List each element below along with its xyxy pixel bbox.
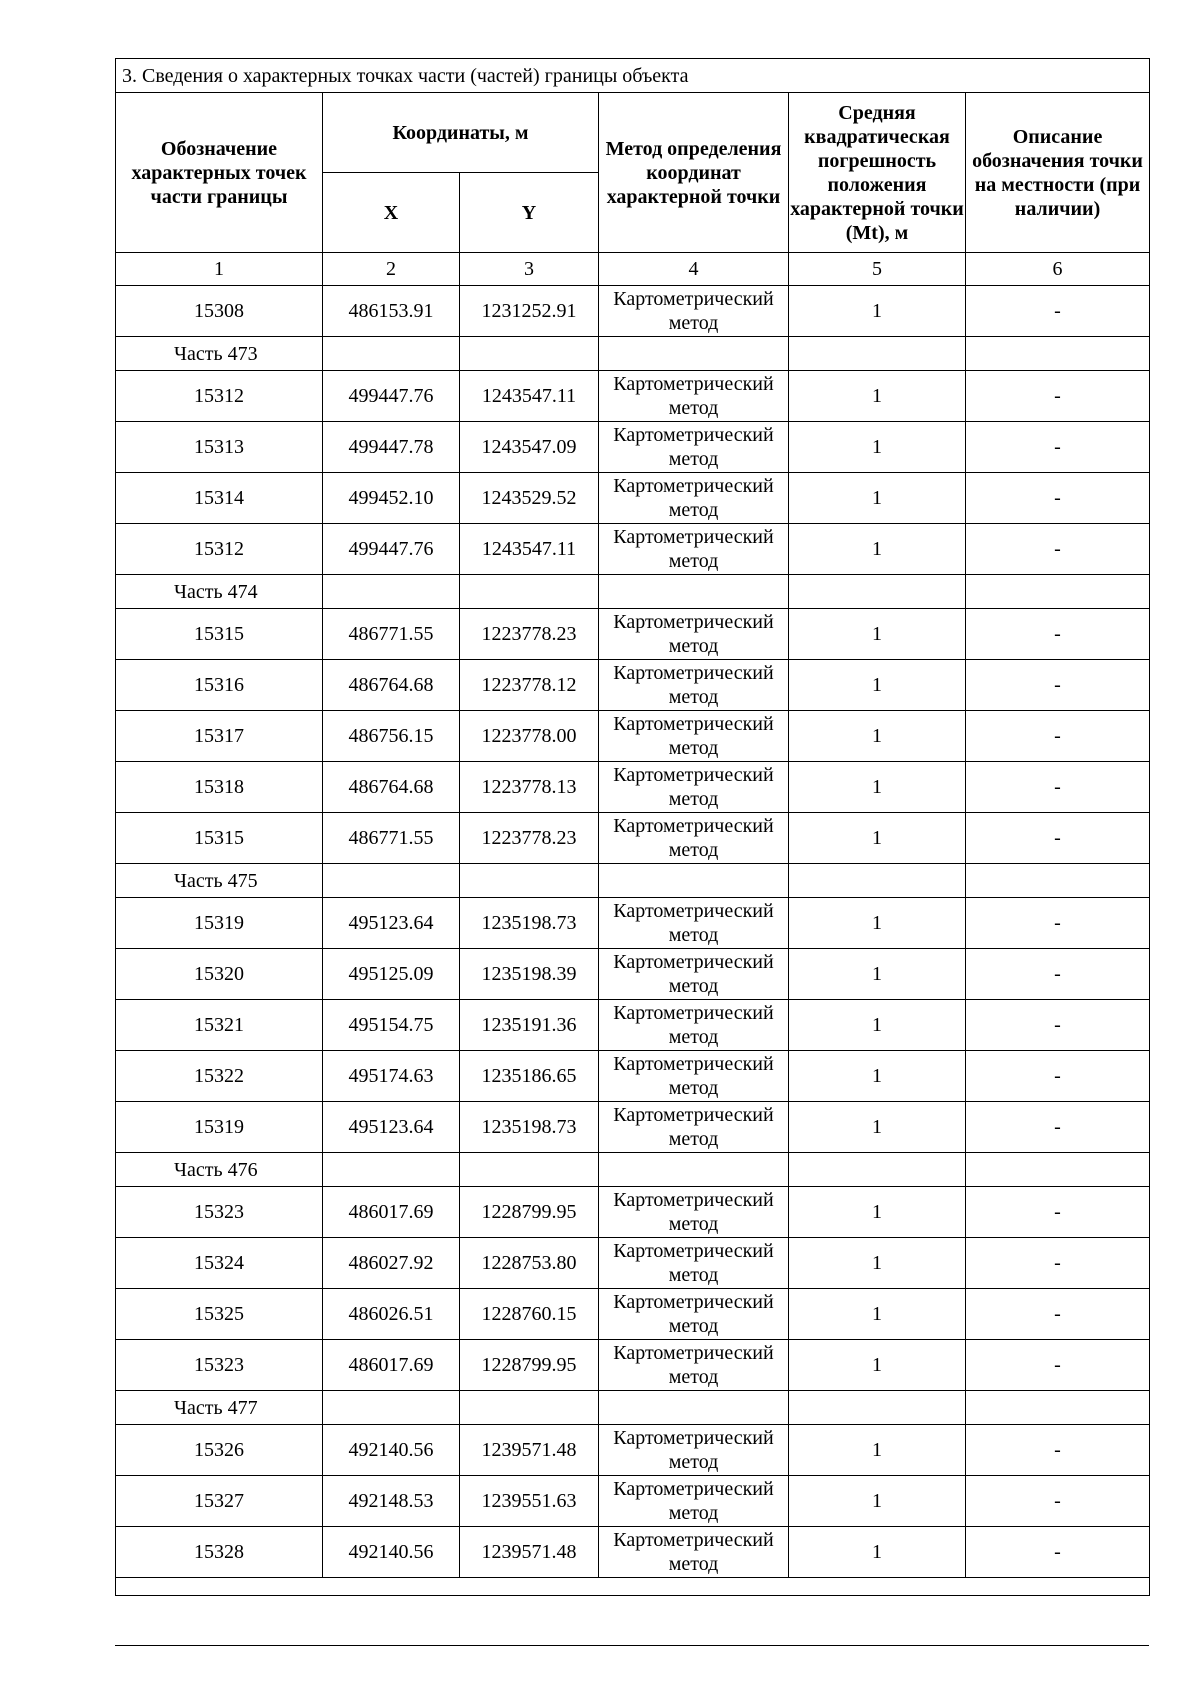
header-number-5: 5 xyxy=(789,253,966,286)
cell-error: 1 xyxy=(789,1102,966,1153)
cell-description: - xyxy=(966,660,1150,711)
cell-x: 486764.68 xyxy=(323,660,460,711)
cell-point-id: 15328 xyxy=(116,1527,323,1578)
empty-cell xyxy=(323,337,460,371)
empty-cell xyxy=(460,1391,599,1425)
table-row xyxy=(116,1527,1150,1578)
cell-x: 486756.15 xyxy=(323,711,460,762)
cell-point-id: 15314 xyxy=(116,473,323,524)
cell-y: 1228753.80 xyxy=(460,1238,599,1289)
cell-point-id: 15325 xyxy=(116,1289,323,1340)
cell-error: 1 xyxy=(789,949,966,1000)
header-number-1: 1 xyxy=(116,253,323,286)
cell-point-id: 15323 xyxy=(116,1340,323,1391)
cell-description: - xyxy=(966,711,1150,762)
cell-x: 492140.56 xyxy=(323,1527,460,1578)
cell-description: - xyxy=(966,1425,1150,1476)
table-row xyxy=(116,1000,1150,1051)
header-number-2: 2 xyxy=(323,253,460,286)
part-label: Часть 476 xyxy=(116,1153,323,1187)
cell-method: Картометрический метод xyxy=(599,286,789,337)
empty-cell xyxy=(460,575,599,609)
empty-cell xyxy=(460,864,599,898)
cell-method: Картометрический метод xyxy=(599,609,789,660)
cell-point-id: 15315 xyxy=(116,813,323,864)
cell-method: Картометрический метод xyxy=(599,1340,789,1391)
cell-error: 1 xyxy=(789,609,966,660)
boundary-points-table xyxy=(115,58,1150,1596)
cell-x: 495123.64 xyxy=(323,1102,460,1153)
cell-error: 1 xyxy=(789,1289,966,1340)
footer-divider xyxy=(115,1645,1149,1646)
table-row xyxy=(116,1102,1150,1153)
cell-point-id: 15319 xyxy=(116,1102,323,1153)
cell-point-id: 15319 xyxy=(116,898,323,949)
table-body xyxy=(116,286,1150,1596)
cell-x: 499447.76 xyxy=(323,524,460,575)
cell-point-id: 15321 xyxy=(116,1000,323,1051)
cell-description: - xyxy=(966,524,1150,575)
cell-point-id: 15327 xyxy=(116,1476,323,1527)
cell-method: Картометрический метод xyxy=(599,422,789,473)
cell-method: Картометрический метод xyxy=(599,660,789,711)
cell-y: 1239571.48 xyxy=(460,1527,599,1578)
cell-point-id: 15315 xyxy=(116,609,323,660)
cell-method: Картометрический метод xyxy=(599,1238,789,1289)
header-number-3: 3 xyxy=(460,253,599,286)
empty-cell xyxy=(460,1153,599,1187)
cell-method: Картометрический метод xyxy=(599,1476,789,1527)
cell-error: 1 xyxy=(789,1527,966,1578)
cell-point-id: 15316 xyxy=(116,660,323,711)
table-row xyxy=(116,813,1150,864)
table-row xyxy=(116,609,1150,660)
cell-description: - xyxy=(966,1051,1150,1102)
header-error: Средняя квадратическая погрешность положения характерной точки (Mt), м xyxy=(789,93,966,253)
table-caption: 3. Сведения о характерных точках части (частей) границы объекта xyxy=(116,59,1150,93)
cell-y: 1243529.52 xyxy=(460,473,599,524)
part-label: Часть 475 xyxy=(116,864,323,898)
cell-y: 1243547.11 xyxy=(460,524,599,575)
cell-method: Картометрический метод xyxy=(599,711,789,762)
cell-x: 486017.69 xyxy=(323,1340,460,1391)
cell-point-id: 15318 xyxy=(116,762,323,813)
cell-y: 1239551.63 xyxy=(460,1476,599,1527)
cell-x: 486153.91 xyxy=(323,286,460,337)
empty-cell xyxy=(966,1153,1150,1187)
cell-error: 1 xyxy=(789,524,966,575)
empty-cell xyxy=(789,575,966,609)
cell-method: Картометрический метод xyxy=(599,1102,789,1153)
cell-description: - xyxy=(966,422,1150,473)
cell-description: - xyxy=(966,1102,1150,1153)
header-y: Y xyxy=(460,173,599,253)
cell-x: 486771.55 xyxy=(323,813,460,864)
cell-x: 499447.76 xyxy=(323,371,460,422)
empty-cell xyxy=(966,1391,1150,1425)
header-number-6: 6 xyxy=(966,253,1150,286)
cell-error: 1 xyxy=(789,286,966,337)
cell-error: 1 xyxy=(789,1425,966,1476)
cell-point-id: 15308 xyxy=(116,286,323,337)
cell-y: 1235198.73 xyxy=(460,898,599,949)
cell-point-id: 15317 xyxy=(116,711,323,762)
cell-x: 486027.92 xyxy=(323,1238,460,1289)
cell-error: 1 xyxy=(789,1187,966,1238)
cell-x: 492140.56 xyxy=(323,1425,460,1476)
empty-cell xyxy=(966,337,1150,371)
table-row xyxy=(116,711,1150,762)
table-row xyxy=(116,762,1150,813)
empty-cell xyxy=(789,1153,966,1187)
cell-method: Картометрический метод xyxy=(599,949,789,1000)
cell-description: - xyxy=(966,762,1150,813)
table-row xyxy=(116,1051,1150,1102)
table-row xyxy=(116,1476,1150,1527)
table-row xyxy=(116,1425,1150,1476)
cell-description: - xyxy=(966,1238,1150,1289)
cell-y: 1228799.95 xyxy=(460,1340,599,1391)
cell-error: 1 xyxy=(789,422,966,473)
empty-cell xyxy=(789,1391,966,1425)
cell-description: - xyxy=(966,1527,1150,1578)
cell-error: 1 xyxy=(789,813,966,864)
cell-method: Картометрический метод xyxy=(599,898,789,949)
empty-cell xyxy=(966,864,1150,898)
cell-error: 1 xyxy=(789,660,966,711)
empty-cell xyxy=(789,864,966,898)
cell-x: 486771.55 xyxy=(323,609,460,660)
cell-description: - xyxy=(966,473,1150,524)
cell-point-id: 15320 xyxy=(116,949,323,1000)
header-description: Описание обозначения точки на местности (при наличии) xyxy=(966,93,1150,253)
cell-error: 1 xyxy=(789,1476,966,1527)
cell-point-id: 15324 xyxy=(116,1238,323,1289)
cell-description: - xyxy=(966,949,1150,1000)
table-row xyxy=(116,1340,1150,1391)
table-row xyxy=(116,1289,1150,1340)
cell-y: 1243547.11 xyxy=(460,371,599,422)
cell-x: 495125.09 xyxy=(323,949,460,1000)
cell-y: 1235191.36 xyxy=(460,1000,599,1051)
cell-method: Картометрический метод xyxy=(599,1527,789,1578)
cell-x: 495154.75 xyxy=(323,1000,460,1051)
cell-y: 1235186.65 xyxy=(460,1051,599,1102)
cell-x: 486026.51 xyxy=(323,1289,460,1340)
cell-x: 495174.63 xyxy=(323,1051,460,1102)
part-row xyxy=(116,1391,1150,1425)
cell-y: 1239571.48 xyxy=(460,1425,599,1476)
cell-point-id: 15313 xyxy=(116,422,323,473)
table-row xyxy=(116,371,1150,422)
cell-description: - xyxy=(966,286,1150,337)
cell-point-id: 15312 xyxy=(116,371,323,422)
cell-x: 492148.53 xyxy=(323,1476,460,1527)
table-row xyxy=(116,422,1150,473)
cell-description: - xyxy=(966,371,1150,422)
part-row xyxy=(116,575,1150,609)
part-row xyxy=(116,864,1150,898)
cell-method: Картометрический метод xyxy=(599,1000,789,1051)
cell-y: 1223778.23 xyxy=(460,609,599,660)
cell-error: 1 xyxy=(789,371,966,422)
cell-method: Картометрический метод xyxy=(599,1051,789,1102)
cell-point-id: 15322 xyxy=(116,1051,323,1102)
empty-cell xyxy=(323,864,460,898)
table-row xyxy=(116,949,1150,1000)
cell-description: - xyxy=(966,609,1150,660)
header-x: X xyxy=(323,173,460,253)
empty-cell xyxy=(789,337,966,371)
cell-error: 1 xyxy=(789,1000,966,1051)
cell-x: 499452.10 xyxy=(323,473,460,524)
cell-error: 1 xyxy=(789,711,966,762)
cell-y: 1235198.73 xyxy=(460,1102,599,1153)
table-row xyxy=(116,286,1150,337)
cell-description: - xyxy=(966,1476,1150,1527)
header-designation: Обозначение характерных точек части границы xyxy=(116,93,323,253)
cell-method: Картометрический метод xyxy=(599,1425,789,1476)
table-row xyxy=(116,1238,1150,1289)
trailer-row xyxy=(116,1578,1150,1596)
cell-method: Картометрический метод xyxy=(599,1187,789,1238)
cell-y: 1223778.13 xyxy=(460,762,599,813)
cell-method: Картометрический метод xyxy=(599,371,789,422)
empty-cell xyxy=(599,575,789,609)
empty-cell xyxy=(599,1391,789,1425)
cell-description: - xyxy=(966,813,1150,864)
cell-point-id: 15323 xyxy=(116,1187,323,1238)
cell-error: 1 xyxy=(789,762,966,813)
empty-cell xyxy=(323,1153,460,1187)
table-row xyxy=(116,1187,1150,1238)
cell-y: 1228799.95 xyxy=(460,1187,599,1238)
part-row xyxy=(116,337,1150,371)
cell-description: - xyxy=(966,1000,1150,1051)
cell-error: 1 xyxy=(789,1340,966,1391)
cell-error: 1 xyxy=(789,1051,966,1102)
part-label: Часть 477 xyxy=(116,1391,323,1425)
cell-y: 1223778.12 xyxy=(460,660,599,711)
cell-x: 486017.69 xyxy=(323,1187,460,1238)
cell-error: 1 xyxy=(789,473,966,524)
header-coordinates: Координаты, м xyxy=(323,93,599,173)
cell-method: Картометрический метод xyxy=(599,762,789,813)
cell-x: 486764.68 xyxy=(323,762,460,813)
cell-y: 1235198.39 xyxy=(460,949,599,1000)
empty-cell xyxy=(323,575,460,609)
cell-error: 1 xyxy=(789,898,966,949)
cell-point-id: 15312 xyxy=(116,524,323,575)
part-label: Часть 473 xyxy=(116,337,323,371)
cell-method: Картометрический метод xyxy=(599,473,789,524)
cell-x: 499447.78 xyxy=(323,422,460,473)
header-number-4: 4 xyxy=(599,253,789,286)
cell-y: 1228760.15 xyxy=(460,1289,599,1340)
cell-method: Картометрический метод xyxy=(599,1289,789,1340)
empty-cell xyxy=(460,337,599,371)
cell-method: Картометрический метод xyxy=(599,524,789,575)
cell-description: - xyxy=(966,898,1150,949)
table-row xyxy=(116,898,1150,949)
part-row xyxy=(116,1153,1150,1187)
table-row xyxy=(116,473,1150,524)
cell-error: 1 xyxy=(789,1238,966,1289)
empty-cell xyxy=(599,1153,789,1187)
empty-cell xyxy=(116,1578,1150,1596)
part-label: Часть 474 xyxy=(116,575,323,609)
empty-cell xyxy=(323,1391,460,1425)
header-method: Метод определения координат характерной точки xyxy=(599,93,789,253)
cell-description: - xyxy=(966,1340,1150,1391)
empty-cell xyxy=(599,337,789,371)
cell-point-id: 15326 xyxy=(116,1425,323,1476)
table-row xyxy=(116,524,1150,575)
empty-cell xyxy=(599,864,789,898)
cell-method: Картометрический метод xyxy=(599,813,789,864)
cell-y: 1223778.00 xyxy=(460,711,599,762)
table-row xyxy=(116,660,1150,711)
cell-y: 1243547.09 xyxy=(460,422,599,473)
cell-y: 1231252.91 xyxy=(460,286,599,337)
cell-y: 1223778.23 xyxy=(460,813,599,864)
cell-description: - xyxy=(966,1289,1150,1340)
cell-x: 495123.64 xyxy=(323,898,460,949)
cell-description: - xyxy=(966,1187,1150,1238)
empty-cell xyxy=(966,575,1150,609)
